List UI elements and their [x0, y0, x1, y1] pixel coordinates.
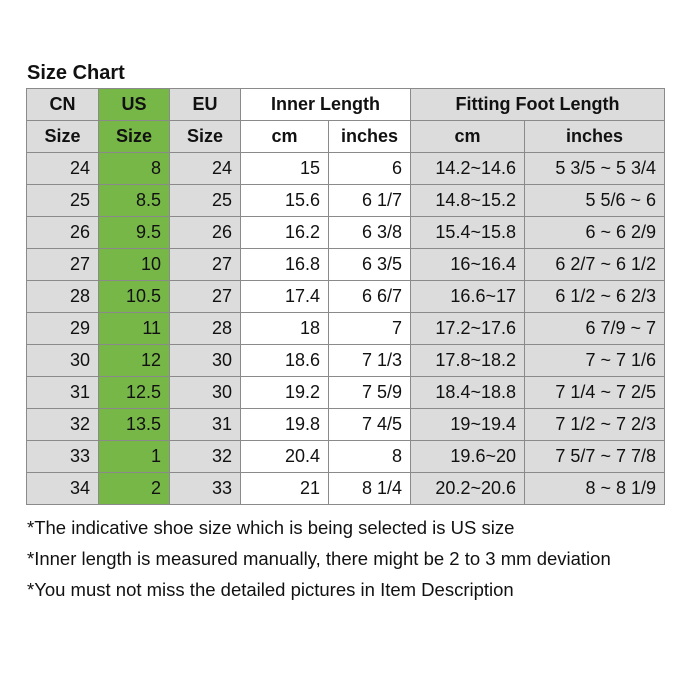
fitting-inches-cell: 7 1/2 ~ 7 2/3	[525, 409, 665, 441]
note-us-size: *The indicative shoe size which is being selected is US size	[27, 517, 515, 538]
inner-inches-cell: 8	[329, 441, 411, 473]
inner-inches-cell: 7 4/5	[329, 409, 411, 441]
eu-size-cell: 25	[170, 185, 241, 217]
inner-cm-cell: 19.8	[241, 409, 329, 441]
note-item-description: *You must not miss the detailed pictures in Item Description	[27, 579, 514, 600]
fitting-inches-cell: 7 1/4 ~ 7 2/5	[525, 377, 665, 409]
inner-inches-cell: 6 1/7	[329, 185, 411, 217]
us-size-cell: 13.5	[99, 409, 170, 441]
header-inner-cm: cm	[241, 121, 329, 153]
table-row	[27, 409, 665, 441]
inner-cm-cell: 21	[241, 473, 329, 505]
eu-size-cell: 30	[170, 345, 241, 377]
inner-inches-cell: 6 6/7	[329, 281, 411, 313]
table-row	[27, 185, 665, 217]
header-inner-inches: inches	[329, 121, 411, 153]
fitting-inches-cell: 5 5/6 ~ 6	[525, 185, 665, 217]
note-inner-length: *Inner length is measured manually, there might be 2 to 3 mm deviation	[27, 548, 611, 569]
us-size-cell: 10	[99, 249, 170, 281]
fitting-cm-cell: 14.2~14.6	[411, 153, 525, 185]
fitting-cm-cell: 19.6~20	[411, 441, 525, 473]
header-fitting-inches: inches	[525, 121, 665, 153]
inner-cm-cell: 15.6	[241, 185, 329, 217]
notes	[27, 512, 611, 605]
us-size-cell: 11	[99, 313, 170, 345]
inner-inches-cell: 7	[329, 313, 411, 345]
table-row	[27, 473, 665, 505]
eu-size-cell: 33	[170, 473, 241, 505]
fitting-cm-cell: 15.4~15.8	[411, 217, 525, 249]
inner-inches-cell: 7 5/9	[329, 377, 411, 409]
cn-size-cell: 25	[27, 185, 99, 217]
header-eu-size: Size	[170, 121, 241, 153]
us-size-cell: 8.5	[99, 185, 170, 217]
fitting-inches-cell: 5 3/5 ~ 5 3/4	[525, 153, 665, 185]
fitting-cm-cell: 16~16.4	[411, 249, 525, 281]
table-row	[27, 345, 665, 377]
eu-size-cell: 24	[170, 153, 241, 185]
inner-inches-cell: 7 1/3	[329, 345, 411, 377]
fitting-inches-cell: 6 1/2 ~ 6 2/3	[525, 281, 665, 313]
fitting-inches-cell: 6 ~ 6 2/9	[525, 217, 665, 249]
us-size-cell: 9.5	[99, 217, 170, 249]
eu-size-cell: 27	[170, 281, 241, 313]
header-us: US	[99, 89, 170, 121]
eu-size-cell: 31	[170, 409, 241, 441]
header-fitting-foot-length: Fitting Foot Length	[411, 89, 665, 121]
fitting-cm-cell: 14.8~15.2	[411, 185, 525, 217]
fitting-cm-cell: 18.4~18.8	[411, 377, 525, 409]
us-size-cell: 1	[99, 441, 170, 473]
table-row	[27, 377, 665, 409]
cn-size-cell: 31	[27, 377, 99, 409]
us-size-cell: 10.5	[99, 281, 170, 313]
size-chart-table	[26, 88, 665, 505]
inner-cm-cell: 20.4	[241, 441, 329, 473]
cn-size-cell: 27	[27, 249, 99, 281]
inner-inches-cell: 6 3/8	[329, 217, 411, 249]
table-row	[27, 217, 665, 249]
header-eu: EU	[170, 89, 241, 121]
us-size-cell: 2	[99, 473, 170, 505]
eu-size-cell: 26	[170, 217, 241, 249]
inner-inches-cell: 6	[329, 153, 411, 185]
fitting-cm-cell: 16.6~17	[411, 281, 525, 313]
fitting-cm-cell: 17.2~17.6	[411, 313, 525, 345]
us-size-cell: 12	[99, 345, 170, 377]
header-inner-length: Inner Length	[241, 89, 411, 121]
fitting-inches-cell: 6 2/7 ~ 6 1/2	[525, 249, 665, 281]
inner-cm-cell: 17.4	[241, 281, 329, 313]
header-cn-size: Size	[27, 121, 99, 153]
fitting-cm-cell: 19~19.4	[411, 409, 525, 441]
table-row	[27, 313, 665, 345]
table-row	[27, 441, 665, 473]
fitting-inches-cell: 7 5/7 ~ 7 7/8	[525, 441, 665, 473]
inner-cm-cell: 16.8	[241, 249, 329, 281]
cn-size-cell: 30	[27, 345, 99, 377]
table-row	[27, 249, 665, 281]
inner-cm-cell: 16.2	[241, 217, 329, 249]
us-size-cell: 8	[99, 153, 170, 185]
cn-size-cell: 34	[27, 473, 99, 505]
header-cn: CN	[27, 89, 99, 121]
cn-size-cell: 33	[27, 441, 99, 473]
cn-size-cell: 32	[27, 409, 99, 441]
header-us-size: Size	[99, 121, 170, 153]
inner-inches-cell: 8 1/4	[329, 473, 411, 505]
eu-size-cell: 32	[170, 441, 241, 473]
cn-size-cell: 28	[27, 281, 99, 313]
table-row	[27, 281, 665, 313]
fitting-cm-cell: 17.8~18.2	[411, 345, 525, 377]
header-fitting-cm: cm	[411, 121, 525, 153]
fitting-inches-cell: 6 7/9 ~ 7	[525, 313, 665, 345]
page-title: Size Chart	[27, 62, 125, 84]
fitting-cm-cell: 20.2~20.6	[411, 473, 525, 505]
us-size-cell: 12.5	[99, 377, 170, 409]
inner-cm-cell: 15	[241, 153, 329, 185]
fitting-inches-cell: 8 ~ 8 1/9	[525, 473, 665, 505]
inner-inches-cell: 6 3/5	[329, 249, 411, 281]
eu-size-cell: 27	[170, 249, 241, 281]
table-row	[27, 153, 665, 185]
inner-cm-cell: 19.2	[241, 377, 329, 409]
eu-size-cell: 30	[170, 377, 241, 409]
cn-size-cell: 29	[27, 313, 99, 345]
fitting-inches-cell: 7 ~ 7 1/6	[525, 345, 665, 377]
inner-cm-cell: 18.6	[241, 345, 329, 377]
cn-size-cell: 26	[27, 217, 99, 249]
cn-size-cell: 24	[27, 153, 99, 185]
eu-size-cell: 28	[170, 313, 241, 345]
inner-cm-cell: 18	[241, 313, 329, 345]
